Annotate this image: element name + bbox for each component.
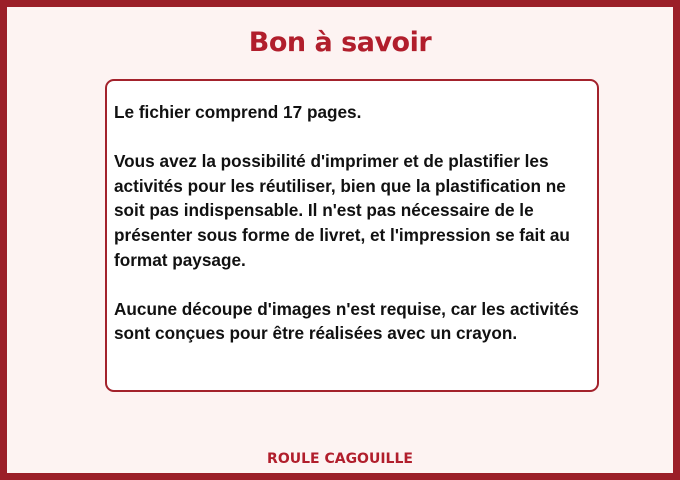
page: [7, 7, 673, 473]
paragraph-printing: Vous avez la possibilité d'imprimer et de plastifier les activités pour les réutiliser, bien que la plastification ne soit pas indispensable. Il n'est pas nécessaire de le présenter sous forme de livret, et l'impression se fait au format paysage.: [114, 151, 570, 270]
brand-footer: ROULE CAGOUILLE: [267, 451, 413, 467]
info-content: [114, 100, 594, 371]
paragraph-page-count: Le fichier comprend 17 pages.: [114, 102, 362, 122]
page-title: Bon à savoir: [248, 27, 432, 58]
paragraph-cutting: Aucune découpe d'images n'est requise, car les activités sont conçues pour être réalisées avec un crayon.: [114, 298, 579, 344]
info-box: [105, 79, 599, 392]
